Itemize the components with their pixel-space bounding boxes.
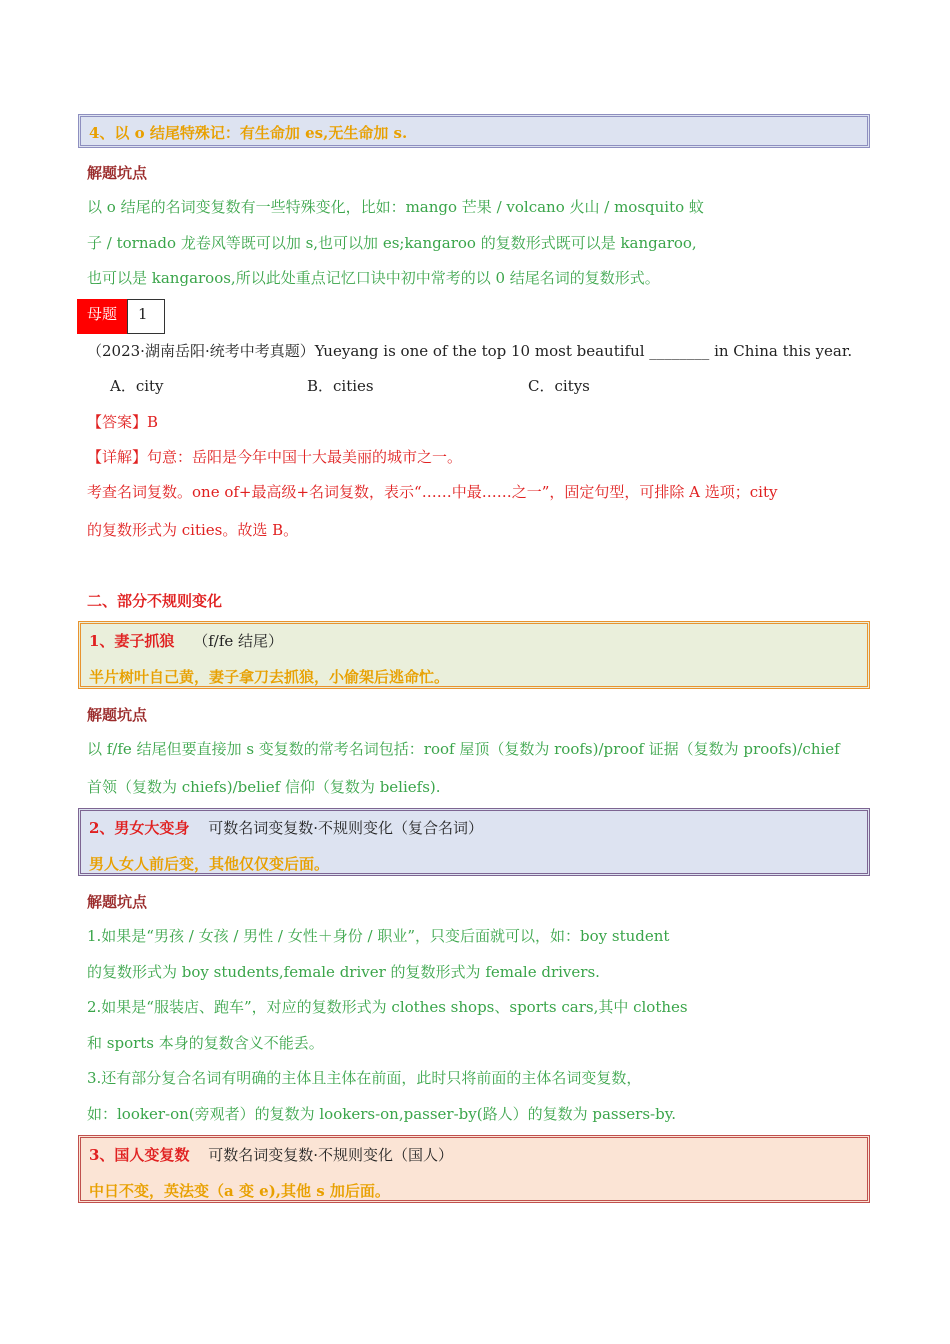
- rule-box-subtitle: （f/fe 结尾）: [193, 632, 284, 650]
- tip-heading: 解题坑点: [87, 164, 148, 182]
- tip-line: 的复数形式为 boy students,female driver 的复数形式为 female drivers.: [87, 963, 600, 981]
- tip-line: 子 / tornado 龙卷风等既可以加 s,也可以加 es;kangaroo 的复数形式既可以是 kangaroo,: [87, 234, 697, 252]
- detail-line: [87, 446, 462, 467]
- rule-box-rhyme: 中日不变，英法变（a 变 e),其他 s 加后面。: [89, 1182, 390, 1200]
- tip-heading: 解题坑点: [87, 706, 148, 724]
- answer-label: 【答案】: [87, 413, 148, 431]
- mother-question-tag: 母题: [77, 299, 127, 334]
- section-heading: 二、部分不规则变化: [87, 592, 223, 610]
- option-b: B．cities: [307, 377, 374, 395]
- detail-label: 【详解】: [87, 448, 148, 466]
- rule-box-subtitle: 可数名词变复数·不规则变化（复合名词）: [208, 819, 484, 837]
- tip-line: 2.如果是“服装店、跑车”，对应的复数形式为 clothes shops、sports cars,其中 clothes: [87, 998, 688, 1016]
- tip-heading: 解题坑点: [87, 893, 148, 911]
- tip-line: 首领（复数为 chiefs)/belief 信仰（复数为 beliefs).: [87, 778, 441, 796]
- answer-line: [87, 411, 158, 432]
- rule-box-subtitle: 可数名词变复数·不规则变化（国人）: [208, 1146, 454, 1164]
- detail-text: 句意：岳阳是今年中国十大最美丽的城市之一。: [147, 448, 463, 466]
- tip-line: 也可以是 kangaroos,所以此处重点记忆口诀中初中常考的以 0 结尾名词的复数形式。: [87, 269, 660, 287]
- rule-box-title: 4、以 o 结尾特殊记：有生命加 es,无生命加 s.: [89, 124, 408, 142]
- mother-question-number: 1: [127, 299, 165, 334]
- option-a: A．city: [110, 377, 164, 395]
- tip-line: 以 o 结尾的名词变复数有一些特殊变化，比如：mango 芒果 / volcano 火山 / mosquito 蚊: [87, 198, 704, 216]
- tip-line: 以 f/fe 结尾但要直接加 s 变复数的常考名词包括：roof 屋顶（复数为 roofs)/proof 证据（复数为 proofs)/chief: [87, 740, 840, 758]
- rule-box-man-woman: [78, 808, 870, 876]
- detail-line: 考查名词复数。one of+最高级+名词复数，表示“……中最……之一”，固定句型，可排除 A 选项；city: [87, 483, 778, 501]
- rule-box-title-line: [89, 817, 483, 838]
- rule-box-rhyme: 男人女人前后变，其他仅仅变后面。: [89, 855, 330, 873]
- rule-box-title-line: [89, 1144, 453, 1165]
- rule-box-title: 3、国人变复数: [89, 1146, 190, 1164]
- tip-line: 和 sports 本身的复数含义不能丢。: [87, 1034, 324, 1052]
- rule-box-title: 2、男女大变身: [89, 819, 190, 837]
- rule-box-o-ending: [78, 114, 870, 148]
- rule-box-wife-wolf: [78, 621, 870, 689]
- option-c: C．citys: [528, 377, 590, 395]
- tip-line: 3.还有部分复合名词有明确的主体且主体在前面，此时只将前面的主体名词变复数，: [87, 1069, 642, 1087]
- answer-value: B: [147, 413, 159, 431]
- tip-line: 如：looker-on(旁观者）的复数为 lookers-on,passer-by(路人）的复数为 passers-by.: [87, 1105, 676, 1123]
- rule-box-title-line: [89, 630, 283, 651]
- question-stem: （2023·湖南岳阳·统考中考真题）Yueyang is one of the top 10 most beautiful ________ in China this year.: [87, 342, 853, 360]
- detail-line: 的复数形式为 cities。故选 B。: [87, 521, 299, 539]
- rule-box-title: 1、妻子抓狼: [89, 632, 175, 650]
- tip-line: 1.如果是“男孩 / 女孩 / 男性 / 女性＋身份 / 职业”，只变后面就可以，如：boy student: [87, 927, 670, 945]
- rule-box-rhyme: 半片树叶自己黄，妻子拿刀去抓狼，小偷架后逃命忙。: [89, 668, 450, 686]
- rule-box-nationality: [78, 1135, 870, 1203]
